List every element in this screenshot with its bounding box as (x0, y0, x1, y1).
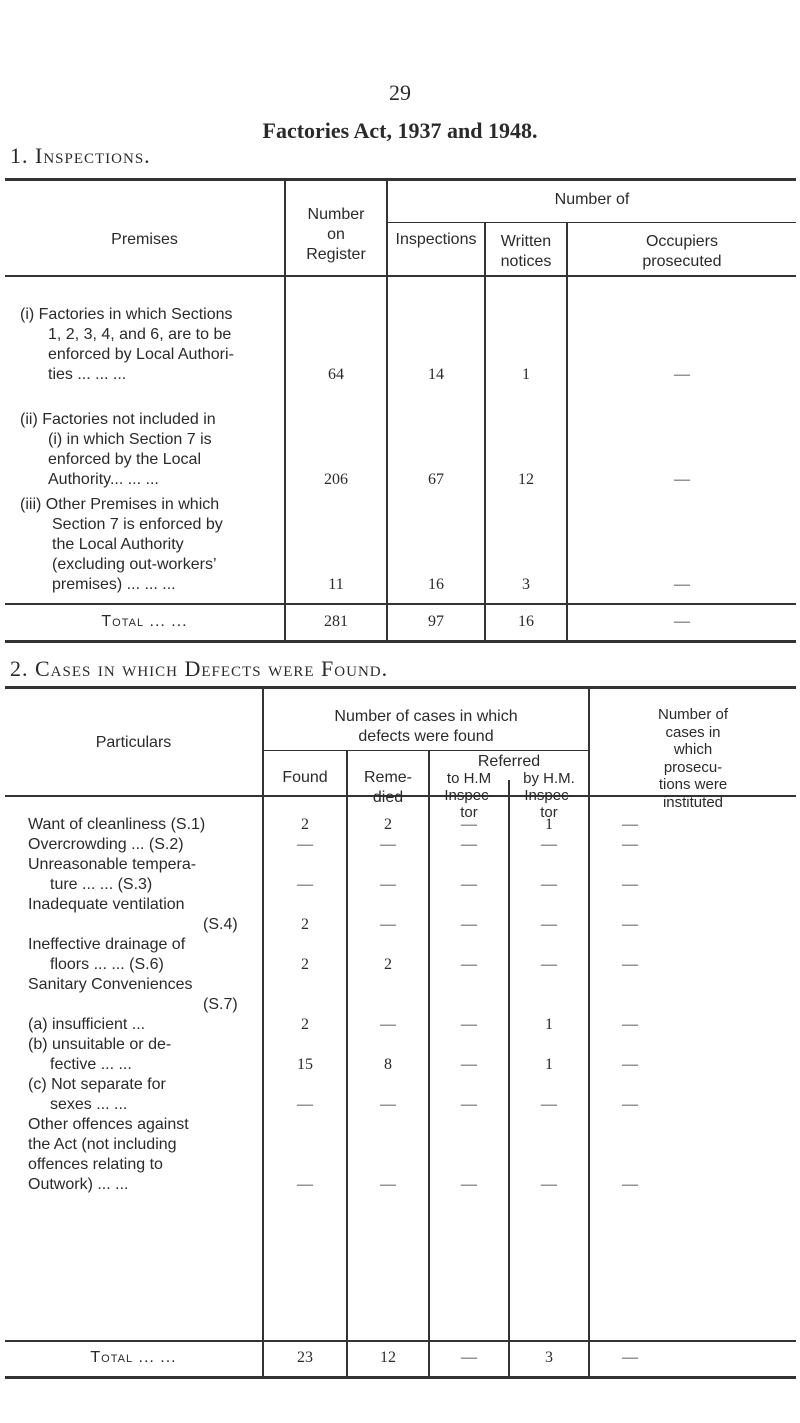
row-label (20, 495, 223, 595)
row-label: Overcrowding ... (S.2) (28, 836, 184, 853)
row-label (28, 895, 238, 935)
page-number: 29 (389, 80, 411, 105)
cell-by-hm: — (541, 916, 557, 933)
cell-remedied: — (380, 1096, 396, 1113)
header-line: Number of cases in which (334, 708, 518, 725)
cell-register: 206 (324, 471, 348, 488)
header-inspections: Inspections (395, 231, 477, 248)
cell-remedied: — (380, 836, 396, 853)
total-found: 23 (297, 1349, 313, 1366)
header-line: cases in (665, 723, 721, 741)
header-sub-rule (388, 222, 796, 223)
cell-by-hm: 1 (545, 1016, 553, 1033)
total-prosecuted: — (674, 613, 690, 630)
header-line: instituted (662, 793, 724, 811)
total-inspections: 97 (428, 613, 444, 630)
label-line: ture ... ... (S.3) (50, 876, 153, 893)
cell-prosecutions: — (622, 816, 638, 833)
header-line: tor (460, 804, 478, 821)
header-written-notices (486, 232, 566, 272)
cell-found: 2 (301, 1016, 309, 1033)
header-line: tor (540, 804, 558, 821)
row-label (28, 1035, 171, 1075)
header-line: notices (500, 253, 552, 270)
total-label: Total ... ... (90, 1349, 177, 1366)
label-line: (iii) Other Premises in which (20, 496, 220, 513)
header-prosecutions (590, 706, 796, 811)
cell-to-hm: — (461, 1176, 477, 1193)
cell-by-hm: — (541, 1176, 557, 1193)
header-number-of: Number of (554, 191, 630, 208)
cell-notices: 1 (522, 366, 530, 383)
label-line: (b) unsuitable or de- (28, 1036, 172, 1053)
header-number-of-cases (264, 707, 588, 747)
cell-by-hm: — (541, 1096, 557, 1113)
label-line: (i) in which Section 7 is (48, 431, 212, 448)
cell-by-hm: — (541, 956, 557, 973)
cell-found: 2 (301, 816, 309, 833)
header-line: Number (307, 206, 365, 223)
document-title: Factories Act, 1937 and 1948. (262, 118, 538, 143)
total-remedied: 12 (380, 1349, 396, 1366)
cell-prosecuted: — (674, 471, 690, 488)
label-line: (i) Factories in which Sections (20, 306, 233, 323)
header-line: prosecuted (642, 253, 722, 270)
header-line: which (673, 741, 713, 758)
cell-to-hm: — (461, 916, 477, 933)
cell-by-hm: 1 (545, 816, 553, 833)
cell-inspections: 14 (428, 366, 444, 383)
table-bottom-rule (5, 640, 796, 643)
cell-by-hm: 1 (545, 1056, 553, 1073)
header-bottom-rule (5, 275, 796, 277)
cell-prosecutions: — (622, 956, 638, 973)
label-line: enforced by Local Authori- (48, 346, 234, 363)
cell-by-hm: — (541, 836, 557, 853)
cell-by-hm: — (541, 876, 557, 893)
row-label (20, 305, 234, 385)
row-label (28, 1075, 166, 1115)
total-to-hm: — (461, 1349, 477, 1366)
cell-found: — (297, 836, 313, 853)
header-line: to H.M (446, 770, 492, 787)
label-line: (S.7) (203, 996, 238, 1013)
header-by-hm (510, 770, 588, 821)
label-line: Inadequate ventilation (28, 896, 185, 913)
header-occupiers-prosecuted (568, 232, 796, 272)
label-line: Ineffective drainage of (28, 936, 186, 953)
label-line: (ii) Factories not included in (20, 411, 216, 428)
label-line: premises) ... ... ... (52, 576, 176, 593)
header-line: tions were (658, 776, 728, 793)
cell-prosecutions: — (622, 1176, 638, 1193)
cell-remedied: — (380, 1176, 396, 1193)
cell-found: 15 (297, 1056, 313, 1073)
label-line: (c) Not separate for (28, 1076, 166, 1093)
cell-prosecutions: — (622, 836, 638, 853)
label-line: Sanitary Conveniences (28, 976, 193, 993)
section-1-heading: 1. Inspections. (10, 143, 151, 168)
total-by-hm: 3 (545, 1349, 553, 1366)
total-prosecutions: — (622, 1349, 638, 1366)
cell-prosecutions: — (622, 876, 638, 893)
label-line: fective ... ... (50, 1056, 132, 1073)
label-line: Other offences against (28, 1116, 189, 1133)
cell-to-hm: — (461, 836, 477, 853)
header-number-on-register (286, 205, 386, 265)
total-top-rule (5, 1340, 796, 1342)
section-2-heading: 2. Cases in which Defects were Found. (10, 656, 389, 681)
cell-prosecutions: — (622, 1016, 638, 1033)
cell-remedied: — (380, 916, 396, 933)
header-line: Written (500, 233, 552, 250)
header-line: Inspec- (524, 787, 574, 804)
cell-remedied: — (380, 1016, 396, 1033)
cell-notices: 12 (518, 471, 534, 488)
col-divider (508, 780, 510, 1378)
header-found: Found (282, 769, 328, 786)
label-line: offences relating to (28, 1156, 163, 1173)
label-line: Section 7 is enforced by (52, 516, 223, 533)
cell-remedied: — (380, 876, 396, 893)
table-top-rule (5, 178, 796, 181)
total-top-rule (5, 603, 796, 605)
cell-prosecutions: — (622, 1056, 638, 1073)
table-top-rule (5, 686, 796, 689)
cell-remedied: 2 (384, 956, 392, 973)
label-line: Unreasonable tempera- (28, 856, 197, 873)
row-label: (a) insufficient ... (28, 1016, 146, 1033)
label-line: ties ... ... ... (48, 366, 127, 383)
label-line: Outwork) ... ... (28, 1176, 129, 1193)
cell-to-hm: — (461, 816, 477, 833)
header-line: Reme- (363, 769, 412, 786)
header-line: on (327, 226, 345, 243)
header-line: died (372, 789, 404, 806)
row-label (28, 975, 238, 1015)
label-line: the Act (not including (28, 1136, 177, 1153)
header-premises: Premises (111, 231, 178, 248)
table-bottom-rule (5, 1376, 796, 1379)
cell-inspections: 67 (428, 471, 444, 488)
cell-found: — (297, 1096, 313, 1113)
header-sub-rule (264, 750, 588, 751)
cell-prosecuted: — (674, 366, 690, 383)
cell-to-hm: — (461, 1096, 477, 1113)
cell-remedied: 8 (384, 1056, 392, 1073)
label-line: floors ... ... (S.6) (50, 956, 164, 973)
label-line: enforced by the Local (48, 451, 201, 468)
header-line: Occupiers (645, 233, 719, 250)
cell-prosecutions: — (622, 1096, 638, 1113)
cell-found: — (297, 876, 313, 893)
cell-to-hm: — (461, 1016, 477, 1033)
header-particulars: Particulars (95, 734, 172, 751)
cell-notices: 3 (522, 576, 530, 593)
label-line: (S.4) (203, 916, 238, 933)
header-line: Inspec- (444, 787, 494, 804)
cell-to-hm: — (461, 956, 477, 973)
header-line: by H.M. (523, 770, 575, 787)
cell-prosecuted: — (674, 576, 690, 593)
row-label (28, 855, 196, 895)
row-label (28, 935, 185, 975)
label-line: Authority... ... ... (48, 471, 159, 488)
cell-prosecutions: — (622, 916, 638, 933)
header-line: Register (306, 246, 366, 263)
cell-to-hm: — (461, 1056, 477, 1073)
cell-remedied: 2 (384, 816, 392, 833)
header-remedied (348, 768, 428, 808)
cell-register: 64 (328, 366, 344, 383)
cell-found: 2 (301, 956, 309, 973)
cell-found: — (297, 1176, 313, 1193)
row-label (20, 410, 216, 490)
header-referred: Referred (477, 753, 541, 770)
label-line: 1, 2, 3, 4, and 6, are to be (48, 326, 232, 343)
header-line: Number of (657, 706, 729, 723)
total-label: Total ... ... (101, 613, 188, 630)
row-label (28, 1115, 189, 1195)
header-line: prosecu- (663, 758, 723, 776)
header-line: defects were found (358, 728, 494, 745)
cell-to-hm: — (461, 876, 477, 893)
row-label: Want of cleanliness (S.1) (28, 816, 206, 833)
label-line: sexes ... ... (50, 1096, 128, 1113)
cell-inspections: 16 (428, 576, 444, 593)
label-line: the Local Authority (52, 536, 184, 553)
label-line: (excluding out-workers’ (52, 556, 217, 573)
header-to-hm (430, 770, 508, 821)
total-notices: 16 (518, 613, 534, 630)
cell-register: 11 (328, 576, 344, 593)
cell-found: 2 (301, 916, 309, 933)
total-register: 281 (324, 613, 348, 630)
